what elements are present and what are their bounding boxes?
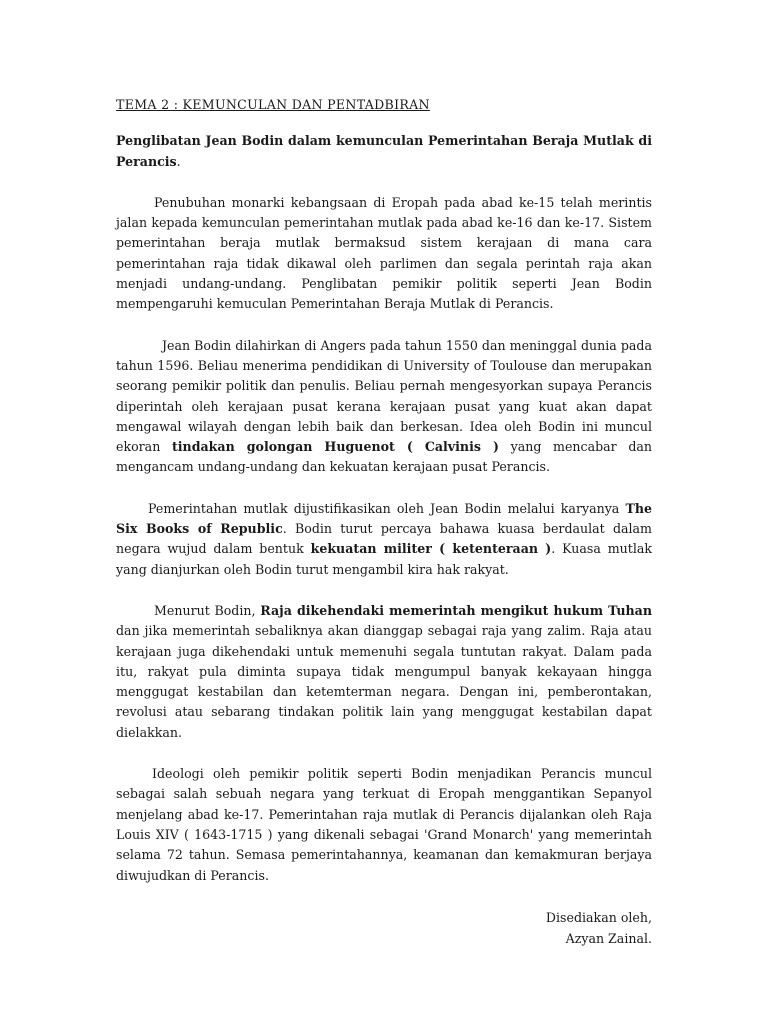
paragraph-1: Penubuhan monarki kebangsaan di Eropah pada abad ke-15 telah merintis jalan kepada kemunculan pemerintahan mutlak pada abad ke-16 dan ke-17. Sistem pemerintahan beraja mutlak bermaksud sistem kerajaan di mana cara pemerintahan raja tidak dikawal oleh parlimen dan segala perintah raja akan menjadi undang-undang. Penglibatan pemikir politik seperti Jean Bodin mempengaruhi kemuculan Pemerintahan Beraja Mutlak di Perancis. bbox=[116, 194, 652, 312]
signature-prepared-by: Disediakan oleh, bbox=[545, 909, 652, 925]
paragraph-4-bold-hukum-tuhan: Raja dikehendaki memerintah mengikut hukum Tuhan bbox=[260, 602, 653, 618]
paragraph-3-text-c: . Bodin turut percaya bahawa kuasa berdaulat dalam negara wujud dalam bentuk bbox=[116, 521, 652, 557]
paragraph-2-text-c: yang mencabar dan mengancam undang-undang dan kekuatan kerajaan pusat Perancis. bbox=[116, 439, 652, 475]
paragraph-4-text-c: dan jika memerintah sebaliknya akan dianggap sebagai raja yang zalim. Raja atau kerajaan juga dikehendaki untuk memenuhi segala tuntutan rakyat. Dalam pada itu, rakyat pula diminta supaya tidak mengumpul banyak kekayaan hingga menggugat kestabilan dan ketemterman negara. Dengan ini, pemberontakan, revolusi atau sebarang tindakan politik lain yang menggugat kestabilan dapat dielakkan. bbox=[116, 623, 652, 740]
paragraph-2 bbox=[116, 336, 652, 478]
signature-author: Azyan Zainal. bbox=[565, 930, 652, 946]
document-subtitle bbox=[116, 131, 652, 172]
subtitle-period: . bbox=[176, 153, 181, 169]
page-title: TEMA 2 : KEMUNCULAN DAN PENTADBIRAN bbox=[116, 97, 430, 112]
paragraph-3-bold-book-title: The Six Books of Republic bbox=[116, 500, 652, 537]
paragraph-2-text-a: Jean Bodin dilahirkan di Angers pada tahun 1550 dan meninggal dunia pada tahun 1596. Beliau menerima pendidikan di University of Toulouse dan merupakan seorang pemikir politik dan penulis. Beliau pernah mengesyorkan supaya Perancis diperintah oleh kerajaan pusat kerana kerajaan pusat yang kuat akan dapat mengawal wilayah dengan lebih baik dan berkesan. Idea oleh Bodin ini muncul ekoran bbox=[116, 337, 652, 455]
paragraph-3 bbox=[116, 499, 652, 580]
signature-block bbox=[116, 907, 652, 949]
paragraph-4 bbox=[116, 601, 652, 743]
paragraph-5: Ideologi oleh pemikir politik seperti Bodin menjadikan Perancis muncul sebagai salah sebuah negara yang terkuat di Eropah menggantikan Sepanyol menjelang abad ke-17. Pemerintahan raja mutlak di Perancis dijalankan oleh Raja Louis XIV ( 1643-1715 ) yang dikenali sebagai 'Grand Monarch' yang memerintah selama 72 tahun. Semasa pemerintahannya, keamanan dan kemakmuran berjaya diwujudkan di Perancis. bbox=[116, 766, 652, 883]
paragraph-3-text-e: . Kuasa mutlak yang dianjurkan oleh Bodin turut mengambil kira hak rakyat. bbox=[116, 541, 652, 577]
paragraph-4-text-a: Menurut Bodin, bbox=[154, 602, 261, 618]
paragraph-3-bold-militer: kekuatan militer ( ketenteraan ) bbox=[310, 541, 552, 557]
subtitle-text: Penglibatan Jean Bodin dalam kemunculan Pemerintahan Beraja Mutlak di Perancis bbox=[116, 133, 652, 169]
paragraph-2-bold-huguenot: tindakan golongan Huguenot ( Calvinis ) bbox=[171, 439, 499, 455]
paragraph-3-text-a: Pemerintahan mutlak dijustifikasikan oleh Jean Bodin melalui karyanya bbox=[148, 500, 626, 516]
